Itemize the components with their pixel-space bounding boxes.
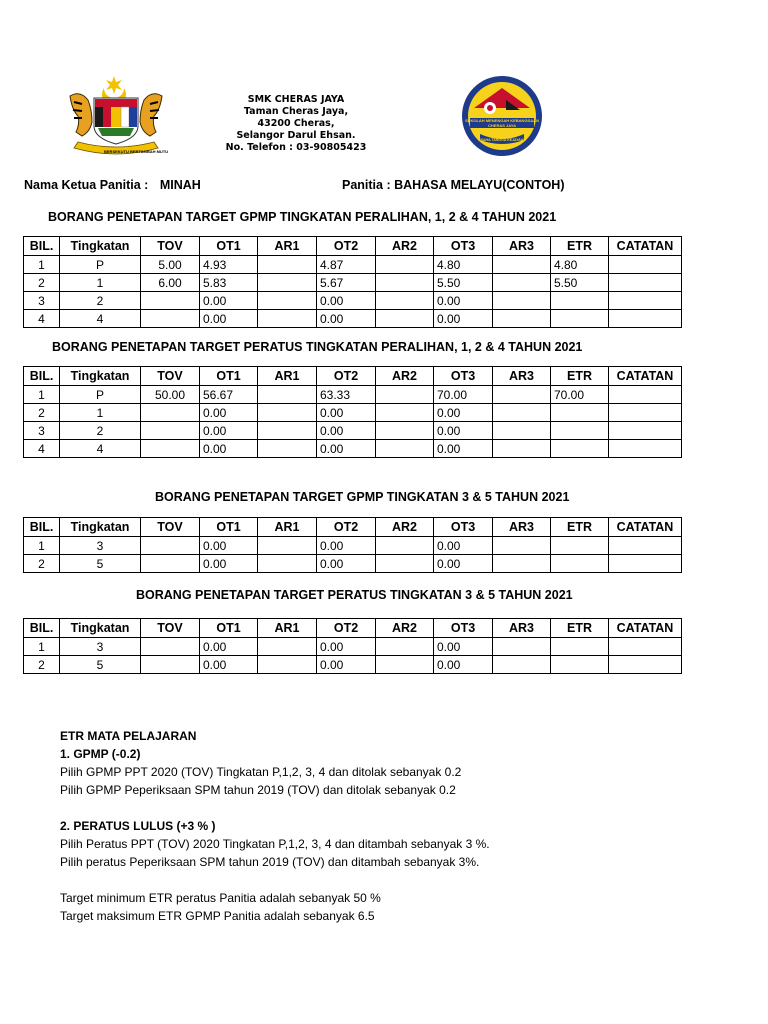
table-row — [24, 656, 682, 674]
cell-ar3 — [493, 404, 551, 422]
column-header-bil: BIL. — [24, 237, 60, 256]
school-name: SMK CHERAS JAYA — [247, 94, 345, 105]
notes-section — [60, 727, 490, 925]
table-row — [24, 256, 682, 274]
cell-ot2: 0.00 — [317, 555, 376, 573]
column-header-ar3: AR3 — [493, 367, 551, 386]
column-header-ot2: OT2 — [317, 237, 376, 256]
cell-ar1 — [258, 422, 317, 440]
cell-ot1: 0.00 — [200, 555, 258, 573]
ketua-panitia-value: MINAH — [159, 178, 201, 192]
table-header-row — [24, 367, 682, 386]
cell-ar2 — [376, 537, 434, 555]
target-max: Target maksimum ETR GPMP Panitia adalah sebanyak 6.5 — [60, 909, 375, 923]
cell-tov — [141, 310, 200, 328]
cell-ot1: 0.00 — [200, 638, 258, 656]
column-header-ar1: AR1 — [258, 237, 317, 256]
cell-ot2: 5.67 — [317, 274, 376, 292]
column-header-ot2: OT2 — [317, 367, 376, 386]
cell-catatan — [609, 292, 682, 310]
ketua-panitia-label: Nama Ketua Panitia : — [24, 178, 149, 192]
cell-ar3 — [493, 440, 551, 458]
cell-ot3: 0.00 — [434, 404, 493, 422]
cell-etr — [551, 656, 609, 674]
cell-ot1: 0.00 — [200, 422, 258, 440]
column-header-ar3: AR3 — [493, 518, 551, 537]
cell-ot1: 0.00 — [200, 310, 258, 328]
cell-etr — [551, 555, 609, 573]
column-header-ot3: OT3 — [434, 619, 493, 638]
cell-ar3 — [493, 310, 551, 328]
cell-ot1: 0.00 — [200, 404, 258, 422]
gpmp-line-2: Pilih GPMP Peperiksaan SPM tahun 2019 (TOV) dan ditolak sebanyak 0.2 — [60, 783, 456, 797]
cell-bil: 4 — [24, 310, 60, 328]
target-table-1 — [23, 236, 682, 328]
cell-ot2: 0.00 — [317, 404, 376, 422]
cell-ar1 — [258, 404, 317, 422]
cell-tingkatan: 5 — [60, 555, 141, 573]
column-header-catatan: CATATAN — [609, 367, 682, 386]
cell-ot1: 0.00 — [200, 537, 258, 555]
gpmp-heading: 1. GPMP (-0.2) — [60, 747, 141, 761]
cell-bil: 1 — [24, 638, 60, 656]
table-row — [24, 292, 682, 310]
cell-etr: 4.80 — [551, 256, 609, 274]
cell-etr — [551, 404, 609, 422]
cell-bil: 2 — [24, 404, 60, 422]
school-address-1: Taman Cheras Jaya, — [243, 106, 349, 117]
cell-ot3: 0.00 — [434, 537, 493, 555]
cell-catatan — [609, 656, 682, 674]
cell-catatan — [609, 274, 682, 292]
cell-bil: 3 — [24, 292, 60, 310]
column-header-ot2: OT2 — [317, 619, 376, 638]
school-logo-ribbon — [464, 118, 540, 128]
column-header-ar2: AR2 — [376, 518, 434, 537]
cell-ar2 — [376, 422, 434, 440]
column-header-tov: TOV — [141, 518, 200, 537]
table-row — [24, 422, 682, 440]
cell-ar2 — [376, 310, 434, 328]
cell-tingkatan: 2 — [60, 422, 141, 440]
cell-etr: 5.50 — [551, 274, 609, 292]
cell-ot3: 0.00 — [434, 656, 493, 674]
cell-ot3: 70.00 — [434, 386, 493, 404]
peratus-line-2: Pilih peratus Peperiksaan SPM tahun 2019 (TOV) dan ditambah sebanyak 3%. — [60, 855, 480, 869]
column-header-ot3: OT3 — [434, 237, 493, 256]
column-header-catatan: CATATAN — [609, 518, 682, 537]
cell-ot2: 0.00 — [317, 638, 376, 656]
cell-ot1: 0.00 — [200, 440, 258, 458]
cell-ar3 — [493, 292, 551, 310]
cell-tov — [141, 638, 200, 656]
cell-ar2 — [376, 274, 434, 292]
cell-ot3: 4.80 — [434, 256, 493, 274]
cell-ar1 — [258, 274, 317, 292]
column-header-tov: TOV — [141, 367, 200, 386]
cell-tingkatan: 2 — [60, 292, 141, 310]
cell-catatan — [609, 537, 682, 555]
column-header-etr: ETR — [551, 619, 609, 638]
notes-heading: ETR MATA PELAJARAN — [60, 729, 197, 743]
cell-bil: 2 — [24, 555, 60, 573]
cell-ot2: 0.00 — [317, 292, 376, 310]
cell-ar2 — [376, 292, 434, 310]
column-header-tov: TOV — [141, 237, 200, 256]
cell-catatan — [609, 638, 682, 656]
cell-tingkatan: 1 — [60, 404, 141, 422]
cell-tingkatan: P — [60, 386, 141, 404]
cell-ot1: 0.00 — [200, 656, 258, 674]
table-header-row — [24, 237, 682, 256]
cell-etr — [551, 440, 609, 458]
table-title-4: BORANG PENETAPAN TARGET PERATUS TINGKATAN 3 & 5 TAHUN 2021 — [136, 588, 573, 602]
column-header-ar1: AR1 — [258, 619, 317, 638]
cell-ar1 — [258, 537, 317, 555]
table-row — [24, 386, 682, 404]
cell-ar2 — [376, 386, 434, 404]
target-min: Target minimum ETR peratus Panitia adalah sebanyak 50 % — [60, 891, 381, 905]
cell-etr — [551, 310, 609, 328]
cell-tov: 6.00 — [141, 274, 200, 292]
table-header-row — [24, 619, 682, 638]
cell-ar3 — [493, 256, 551, 274]
crest-ribbon-text: BERSEKUTU BERTAMBAH MUTU — [104, 149, 169, 154]
column-header-tingkatan: Tingkatan — [60, 619, 141, 638]
school-logo — [460, 74, 544, 158]
cell-tov — [141, 404, 200, 422]
peratus-line-1: Pilih Peratus PPT (TOV) 2020 Tingkatan P,1,2, 3, 4 dan ditambah sebanyak 3 %. — [60, 837, 490, 851]
column-header-ar2: AR2 — [376, 619, 434, 638]
target-table-4 — [23, 618, 682, 674]
cell-ot2: 0.00 — [317, 656, 376, 674]
column-header-tingkatan: Tingkatan — [60, 518, 141, 537]
cell-ar2 — [376, 638, 434, 656]
cell-tingkatan: 3 — [60, 638, 141, 656]
column-header-ot1: OT1 — [200, 367, 258, 386]
column-header-ot1: OT1 — [200, 237, 258, 256]
table-row — [24, 537, 682, 555]
cell-ar2 — [376, 555, 434, 573]
column-header-ot3: OT3 — [434, 518, 493, 537]
column-header-ot3: OT3 — [434, 367, 493, 386]
cell-bil: 4 — [24, 440, 60, 458]
column-header-bil: BIL. — [24, 367, 60, 386]
cell-ar3 — [493, 638, 551, 656]
cell-tingkatan: 1 — [60, 274, 141, 292]
cell-tov — [141, 656, 200, 674]
cell-catatan — [609, 386, 682, 404]
column-header-bil: BIL. — [24, 619, 60, 638]
table-title-3: BORANG PENETAPAN TARGET GPMP TINGKATAN 3 & 5 TAHUN 2021 — [155, 490, 570, 504]
cell-ar3 — [493, 386, 551, 404]
cell-tov — [141, 555, 200, 573]
column-header-ar2: AR2 — [376, 237, 434, 256]
cell-catatan — [609, 404, 682, 422]
cell-ar1 — [258, 555, 317, 573]
cell-ot2: 0.00 — [317, 440, 376, 458]
table-row — [24, 638, 682, 656]
cell-ar1 — [258, 256, 317, 274]
cell-tov — [141, 422, 200, 440]
cell-bil: 3 — [24, 422, 60, 440]
panitia-line — [342, 178, 564, 192]
gpmp-line-1: Pilih GPMP PPT 2020 (TOV) Tingkatan P,1,2, 3, 4 dan ditolak sebanyak 0.2 — [60, 765, 462, 779]
cell-ot2: 0.00 — [317, 537, 376, 555]
cell-ar2 — [376, 256, 434, 274]
cell-tingkatan: 5 — [60, 656, 141, 674]
target-table-3 — [23, 517, 682, 573]
cell-catatan — [609, 555, 682, 573]
cell-ot2: 0.00 — [317, 310, 376, 328]
school-header — [218, 94, 374, 154]
column-header-ot1: OT1 — [200, 518, 258, 537]
cell-tov — [141, 537, 200, 555]
table-row — [24, 440, 682, 458]
cell-ar3 — [493, 274, 551, 292]
cell-etr — [551, 292, 609, 310]
cell-ot1: 5.83 — [200, 274, 258, 292]
cell-ot1: 4.93 — [200, 256, 258, 274]
cell-ot3: 0.00 — [434, 555, 493, 573]
school-logo-text-mid: CHERAS JAYA — [488, 123, 516, 128]
cell-ot2: 0.00 — [317, 422, 376, 440]
school-logo-motto: USAHA TANGGA KEJAYAAN — [478, 138, 526, 142]
cell-catatan — [609, 310, 682, 328]
column-header-tingkatan: Tingkatan — [60, 367, 141, 386]
cell-ar2 — [376, 440, 434, 458]
column-header-ar3: AR3 — [493, 619, 551, 638]
cell-bil: 2 — [24, 274, 60, 292]
cell-ot2: 4.87 — [317, 256, 376, 274]
peratus-heading: 2. PERATUS LULUS (+3 % ) — [60, 819, 216, 833]
school-phone: No. Telefon : 03-90805423 — [225, 142, 367, 153]
cell-tov: 50.00 — [141, 386, 200, 404]
cell-ot3: 0.00 — [434, 292, 493, 310]
cell-bil: 1 — [24, 256, 60, 274]
panitia-label: Panitia : — [342, 178, 391, 192]
cell-ar3 — [493, 656, 551, 674]
column-header-catatan: CATATAN — [609, 237, 682, 256]
column-header-ar1: AR1 — [258, 518, 317, 537]
table-title-1: BORANG PENETAPAN TARGET GPMP TINGKATAN PERALIHAN, 1, 2 & 4 TAHUN 2021 — [48, 210, 557, 224]
school-logo-text-top: SEKOLAH MENENGAH KEBANGSAAN — [465, 118, 539, 123]
cell-ar1 — [258, 440, 317, 458]
cell-ot3: 0.00 — [434, 440, 493, 458]
table-row — [24, 404, 682, 422]
cell-catatan — [609, 256, 682, 274]
cell-ar1 — [258, 292, 317, 310]
cell-tov — [141, 292, 200, 310]
cell-ot3: 0.00 — [434, 422, 493, 440]
table-row — [24, 310, 682, 328]
cell-ar1 — [258, 386, 317, 404]
column-header-tov: TOV — [141, 619, 200, 638]
column-header-etr: ETR — [551, 518, 609, 537]
column-header-etr: ETR — [551, 237, 609, 256]
cell-ar3 — [493, 555, 551, 573]
column-header-ar2: AR2 — [376, 367, 434, 386]
school-address-3: Selangor Darul Ehsan. — [236, 130, 356, 141]
cell-ar1 — [258, 656, 317, 674]
cell-tingkatan: 4 — [60, 440, 141, 458]
cell-ot3: 5.50 — [434, 274, 493, 292]
cell-bil: 1 — [24, 537, 60, 555]
cell-tov: 5.00 — [141, 256, 200, 274]
table-row — [24, 274, 682, 292]
cell-ot1: 0.00 — [200, 292, 258, 310]
cell-bil: 2 — [24, 656, 60, 674]
column-header-ar3: AR3 — [493, 237, 551, 256]
cell-ar2 — [376, 656, 434, 674]
cell-ar1 — [258, 310, 317, 328]
target-table-2 — [23, 366, 682, 458]
cell-tingkatan: 3 — [60, 537, 141, 555]
cell-ar2 — [376, 404, 434, 422]
cell-tingkatan: P — [60, 256, 141, 274]
panitia-value: BAHASA MELAYU(CONTOH) — [394, 178, 565, 192]
table-header-row — [24, 518, 682, 537]
cell-ot3: 0.00 — [434, 638, 493, 656]
cell-bil: 1 — [24, 386, 60, 404]
cell-ot3: 0.00 — [434, 310, 493, 328]
column-header-ar1: AR1 — [258, 367, 317, 386]
column-header-catatan: CATATAN — [609, 619, 682, 638]
cell-ar3 — [493, 422, 551, 440]
cell-etr — [551, 638, 609, 656]
column-header-etr: ETR — [551, 367, 609, 386]
cell-ot2: 63.33 — [317, 386, 376, 404]
column-header-ot1: OT1 — [200, 619, 258, 638]
column-header-ot2: OT2 — [317, 518, 376, 537]
cell-etr — [551, 537, 609, 555]
cell-ar3 — [493, 537, 551, 555]
table-title-2: BORANG PENETAPAN TARGET PERATUS TINGKATAN PERALIHAN, 1, 2 & 4 TAHUN 2021 — [52, 340, 583, 354]
cell-tov — [141, 440, 200, 458]
table-row — [24, 555, 682, 573]
cell-catatan — [609, 440, 682, 458]
ketua-panitia-line — [24, 178, 201, 192]
coat-of-arms-logo — [64, 74, 168, 156]
cell-ot1: 56.67 — [200, 386, 258, 404]
cell-etr — [551, 422, 609, 440]
column-header-tingkatan: Tingkatan — [60, 237, 141, 256]
cell-catatan — [609, 422, 682, 440]
school-address-2: 43200 Cheras, — [257, 118, 335, 129]
cell-ar1 — [258, 638, 317, 656]
cell-tingkatan: 4 — [60, 310, 141, 328]
column-header-bil: BIL. — [24, 518, 60, 537]
cell-etr: 70.00 — [551, 386, 609, 404]
